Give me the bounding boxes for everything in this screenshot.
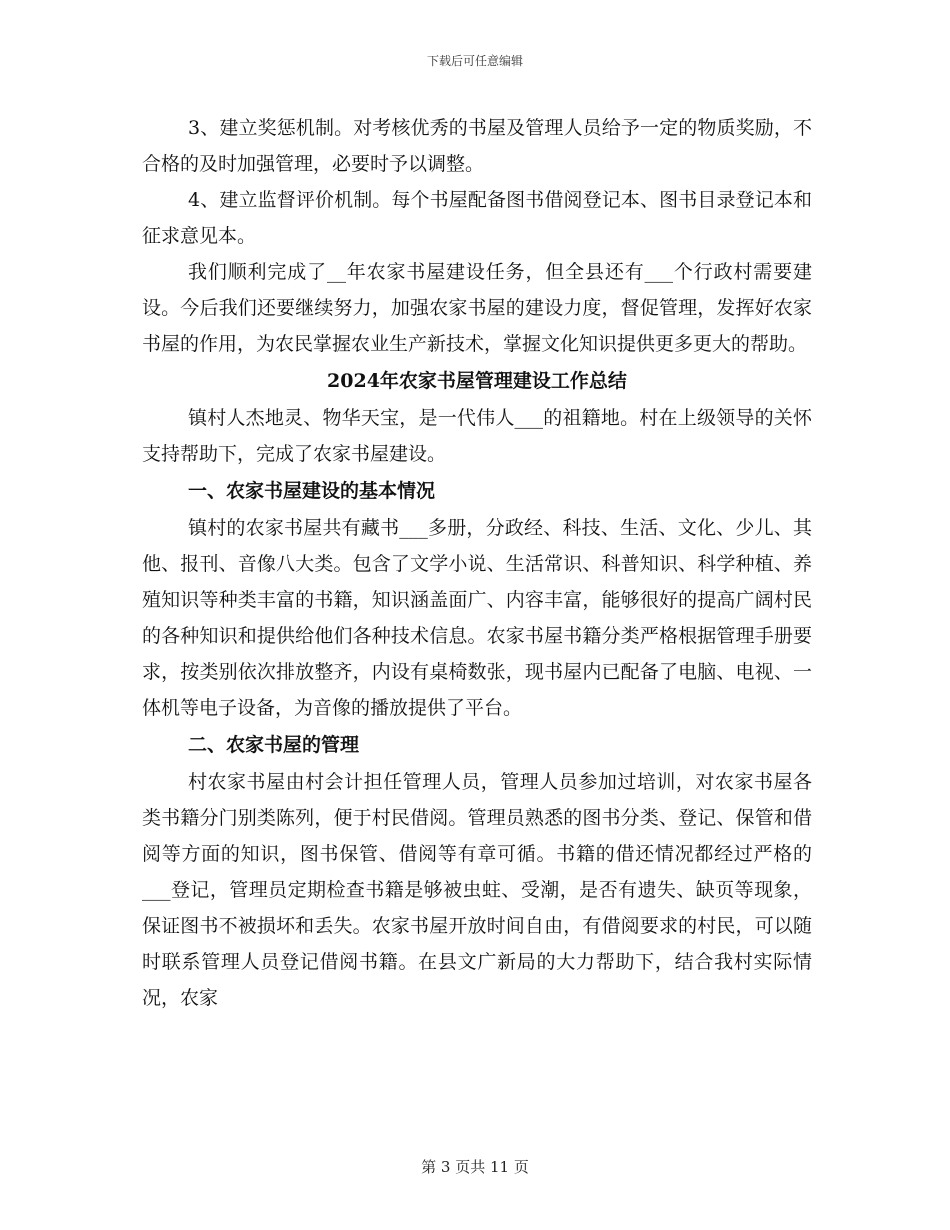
- paragraph-6: 村农家书屋由村会计担任管理人员，管理人员参加过培训，对农家书屋各类书籍分门别类陈列，便于村民借阅。管理员熟悉的图书分类、登记、保管和借阅等方面的知识，图书保管、借阅等有章可循。书籍的借还情况都经过严格的___登记，管理员定期检查书籍是够被虫蛀、受潮，是否有遗失、缺页等现象，保证图书不被损坏和丢失。农家书屋开放时间自由，有借阅要求的村民，可以随时联系管理人员登记借阅书籍。在县文广新局的大力帮助下，结合我村实际情况，农家: [142, 771, 812, 1009]
- document-title: 2024年农家书屋管理建设工作总结: [327, 370, 627, 392]
- paragraph-4: 镇村人杰地灵、物华天宝，是一代伟人___的祖籍地。村在上级领导的关怀支持帮助下，完成了农家书屋建设。: [142, 407, 812, 465]
- section-heading-1: 一、农家书屋建设的基本情况: [188, 480, 436, 502]
- paragraph-2: 4、建立监督评价机制。每个书屋配备图书借阅登记本、图书目录登记本和征求意见本。: [142, 189, 812, 247]
- paragraph-5: 镇村的农家书屋共有藏书___多册，分政经、科技、生活、文化、少儿、其他、报刊、音像八大类。包含了文学小说、生活常识、科普知识、科学种植、养殖知识等种类丰富的书籍，知识涵盖面广、内容丰富，能够很好的提高广阔村民的各种知识和提供给他们各种技术信息。农家书屋书籍分类严格根据管理手册要求，按类别依次排放整齐，内设有桌椅数张，现书屋内已配备了电脑、电视、一体机等电子设备，为音像的播放提供了平台。: [142, 517, 812, 719]
- paragraph-3: 我们顺利完成了__年农家书屋建设任务，但全县还有___个行政村需要建设。今后我们还要继续努力，加强农家书屋的建设力度，督促管理，发挥好农家书屋的作用，为农民掌握农业生产新技术，掌握文化知识提供更多更大的帮助。: [142, 261, 812, 355]
- document-body: [142, 110, 812, 1016]
- page-header: 下载后可任意编辑: [426, 54, 523, 68]
- section-heading-2: 二、农家书屋的管理: [188, 734, 360, 756]
- page-number: 第 3 页共 11 页: [421, 1158, 529, 1176]
- paragraph-1: 3、建立奖惩机制。对考核优秀的书屋及管理人员给予一定的物质奖励，不合格的及时加强管理，必要时予以调整。: [142, 117, 812, 175]
